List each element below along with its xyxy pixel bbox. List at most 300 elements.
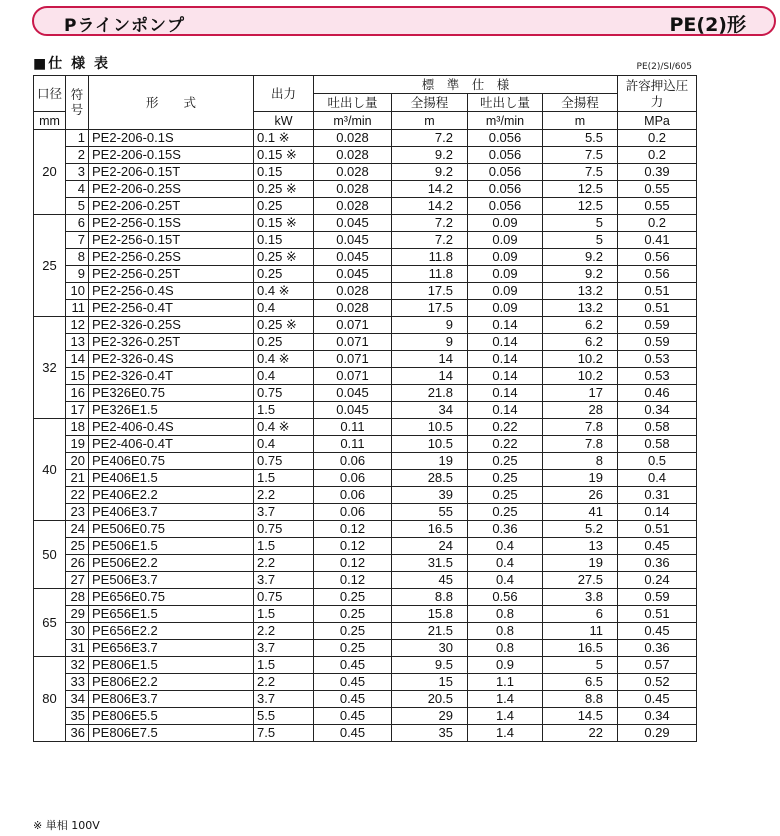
pressure-cell: 0.59: [618, 334, 697, 351]
head-cell-1: 39: [392, 487, 468, 504]
document-code: PE(2)/SI/605: [636, 62, 692, 72]
spec-table: [33, 75, 697, 742]
table-row: [34, 725, 697, 742]
discharge-cell-2: 0.8: [468, 606, 543, 623]
head-cell-2: 9.2: [543, 249, 618, 266]
model-cell: PE656E3.7: [89, 640, 254, 657]
head-cell-2: 17: [543, 385, 618, 402]
table-row: [34, 181, 697, 198]
discharge-cell-2: 0.9: [468, 657, 543, 674]
row-number: 25: [66, 538, 89, 555]
pressure-cell: 0.24: [618, 572, 697, 589]
model-cell: PE2-406-0.4T: [89, 436, 254, 453]
table-row: [34, 657, 697, 674]
head-cell-1: 10.5: [392, 419, 468, 436]
model-cell: PE2-256-0.4S: [89, 283, 254, 300]
table-row: [34, 147, 697, 164]
output-cell: 0.75: [254, 521, 314, 538]
model-cell: PE806E5.5: [89, 708, 254, 725]
table-row: [34, 232, 697, 249]
row-number: 10: [66, 283, 89, 300]
model-cell: PE806E1.5: [89, 657, 254, 674]
row-number: 18: [66, 419, 89, 436]
pressure-cell: 0.4: [618, 470, 697, 487]
head-cell-2: 3.8: [543, 589, 618, 606]
head-cell-1: 14: [392, 351, 468, 368]
head-cell-2: 12.5: [543, 198, 618, 215]
discharge-cell-1: 0.045: [314, 249, 392, 266]
output-cell: 7.5: [254, 725, 314, 742]
row-number: 3: [66, 164, 89, 181]
head-cell-1: 45: [392, 572, 468, 589]
head-cell-2: 10.2: [543, 368, 618, 385]
spec-table-body: [34, 130, 697, 742]
output-cell: 0.25 ※: [254, 181, 314, 198]
head-cell-2: 7.5: [543, 164, 618, 181]
output-cell: 2.2: [254, 555, 314, 572]
output-cell: 2.2: [254, 487, 314, 504]
unit-bore: mm: [34, 112, 66, 130]
head-cell-2: 10.2: [543, 351, 618, 368]
row-number: 27: [66, 572, 89, 589]
table-row: [34, 589, 697, 606]
model-cell: PE2-256-0.15T: [89, 232, 254, 249]
model-cell: PE2-256-0.4T: [89, 300, 254, 317]
output-cell: 1.5: [254, 606, 314, 623]
head-cell-1: 21.5: [392, 623, 468, 640]
pressure-cell: 0.58: [618, 436, 697, 453]
discharge-cell-1: 0.12: [314, 538, 392, 555]
header-bore: 口径: [34, 76, 66, 112]
header-discharge-2: 吐出し量: [468, 94, 543, 112]
discharge-cell-1: 0.06: [314, 453, 392, 470]
head-cell-2: 19: [543, 555, 618, 572]
head-cell-1: 9.2: [392, 164, 468, 181]
head-cell-2: 13.2: [543, 300, 618, 317]
discharge-cell-1: 0.25: [314, 606, 392, 623]
pressure-cell: 0.55: [618, 181, 697, 198]
discharge-cell-1: 0.12: [314, 521, 392, 538]
discharge-cell-2: 0.14: [468, 385, 543, 402]
discharge-cell-1: 0.028: [314, 147, 392, 164]
head-cell-2: 6: [543, 606, 618, 623]
output-cell: 3.7: [254, 691, 314, 708]
pressure-cell: 0.56: [618, 249, 697, 266]
row-number: 15: [66, 368, 89, 385]
footnote: ※ 単相 100V: [33, 819, 100, 832]
pressure-cell: 0.2: [618, 215, 697, 232]
pressure-cell: 0.59: [618, 317, 697, 334]
header-symbol: 符号: [66, 76, 89, 130]
discharge-cell-1: 0.045: [314, 215, 392, 232]
row-number: 9: [66, 266, 89, 283]
output-cell: 1.5: [254, 470, 314, 487]
row-number: 17: [66, 402, 89, 419]
discharge-cell-2: 1.4: [468, 725, 543, 742]
pressure-cell: 0.14: [618, 504, 697, 521]
head-cell-1: 21.8: [392, 385, 468, 402]
head-cell-1: 24: [392, 538, 468, 555]
pressure-cell: 0.51: [618, 606, 697, 623]
row-number: 28: [66, 589, 89, 606]
output-cell: 0.4 ※: [254, 419, 314, 436]
unit-pressure: MPa: [618, 112, 697, 130]
table-row: [34, 198, 697, 215]
row-number: 11: [66, 300, 89, 317]
model-cell: PE2-326-0.25S: [89, 317, 254, 334]
bore-cell: 80: [34, 657, 66, 742]
head-cell-2: 6.2: [543, 334, 618, 351]
output-cell: 0.25: [254, 334, 314, 351]
discharge-cell-2: 0.22: [468, 436, 543, 453]
discharge-cell-2: 0.09: [468, 300, 543, 317]
row-number: 4: [66, 181, 89, 198]
model-cell: PE2-406-0.4S: [89, 419, 254, 436]
head-cell-1: 11.8: [392, 266, 468, 283]
discharge-cell-1: 0.45: [314, 691, 392, 708]
model-cell: PE406E3.7: [89, 504, 254, 521]
head-cell-2: 27.5: [543, 572, 618, 589]
table-row: [34, 504, 697, 521]
bore-cell: 40: [34, 419, 66, 521]
row-number: 21: [66, 470, 89, 487]
discharge-cell-2: 0.8: [468, 623, 543, 640]
discharge-cell-1: 0.045: [314, 232, 392, 249]
model-cell: PE2-326-0.4T: [89, 368, 254, 385]
output-cell: 0.15 ※: [254, 147, 314, 164]
output-cell: 0.25 ※: [254, 317, 314, 334]
row-number: 16: [66, 385, 89, 402]
row-number: 6: [66, 215, 89, 232]
head-cell-1: 9: [392, 317, 468, 334]
output-cell: 0.25 ※: [254, 249, 314, 266]
discharge-cell-1: 0.11: [314, 436, 392, 453]
output-cell: 0.15: [254, 164, 314, 181]
head-cell-2: 11: [543, 623, 618, 640]
discharge-cell-1: 0.071: [314, 351, 392, 368]
table-row: [34, 606, 697, 623]
row-number: 12: [66, 317, 89, 334]
head-cell-2: 5.2: [543, 521, 618, 538]
pressure-cell: 0.53: [618, 368, 697, 385]
table-row: [34, 470, 697, 487]
discharge-cell-1: 0.028: [314, 198, 392, 215]
pressure-cell: 0.31: [618, 487, 697, 504]
table-row: [34, 300, 697, 317]
head-cell-1: 31.5: [392, 555, 468, 572]
output-cell: 2.2: [254, 623, 314, 640]
row-number: 20: [66, 453, 89, 470]
discharge-cell-2: 1.1: [468, 674, 543, 691]
model-cell: PE2-206-0.25T: [89, 198, 254, 215]
head-cell-1: 55: [392, 504, 468, 521]
head-cell-2: 28: [543, 402, 618, 419]
discharge-cell-2: 0.14: [468, 317, 543, 334]
head-cell-1: 16.5: [392, 521, 468, 538]
pressure-cell: 0.2: [618, 130, 697, 147]
head-cell-2: 5: [543, 232, 618, 249]
discharge-cell-2: 0.25: [468, 487, 543, 504]
section-title: ■仕 様 表: [33, 56, 110, 72]
discharge-cell-1: 0.028: [314, 283, 392, 300]
product-title: Pラインポンプ: [64, 16, 185, 36]
table-row: [34, 555, 697, 572]
head-cell-1: 35: [392, 725, 468, 742]
table-row: [34, 130, 697, 147]
pressure-cell: 0.41: [618, 232, 697, 249]
pressure-cell: 0.51: [618, 521, 697, 538]
head-cell-1: 28.5: [392, 470, 468, 487]
head-cell-1: 34: [392, 402, 468, 419]
discharge-cell-1: 0.25: [314, 589, 392, 606]
discharge-cell-2: 0.09: [468, 266, 543, 283]
pressure-cell: 0.52: [618, 674, 697, 691]
head-cell-1: 17.5: [392, 300, 468, 317]
head-cell-1: 14.2: [392, 198, 468, 215]
unit-flow-2: m³/min: [468, 112, 543, 130]
discharge-cell-2: 0.056: [468, 198, 543, 215]
head-cell-2: 6.5: [543, 674, 618, 691]
output-cell: 3.7: [254, 572, 314, 589]
head-cell-1: 7.2: [392, 232, 468, 249]
output-cell: 0.75: [254, 453, 314, 470]
head-cell-2: 8: [543, 453, 618, 470]
bore-cell: 20: [34, 130, 66, 215]
model-cell: PE326E0.75: [89, 385, 254, 402]
discharge-cell-1: 0.045: [314, 385, 392, 402]
row-number: 34: [66, 691, 89, 708]
discharge-cell-2: 0.56: [468, 589, 543, 606]
head-cell-2: 16.5: [543, 640, 618, 657]
model-cell: PE2-326-0.4S: [89, 351, 254, 368]
output-cell: 0.1 ※: [254, 130, 314, 147]
header-discharge-1: 吐出し量: [314, 94, 392, 112]
head-cell-1: 10.5: [392, 436, 468, 453]
discharge-cell-1: 0.028: [314, 181, 392, 198]
model-cell: PE806E3.7: [89, 691, 254, 708]
pressure-cell: 0.56: [618, 266, 697, 283]
pressure-cell: 0.57: [618, 657, 697, 674]
output-cell: 1.5: [254, 657, 314, 674]
discharge-cell-2: 0.09: [468, 249, 543, 266]
discharge-cell-1: 0.12: [314, 572, 392, 589]
model-cell: PE2-206-0.25S: [89, 181, 254, 198]
table-row: [34, 351, 697, 368]
row-number: 26: [66, 555, 89, 572]
model-cell: PE2-206-0.15T: [89, 164, 254, 181]
pressure-cell: 0.2: [618, 147, 697, 164]
model-cell: PE2-256-0.15S: [89, 215, 254, 232]
table-row: [34, 317, 697, 334]
table-row: [34, 623, 697, 640]
row-number: 36: [66, 725, 89, 742]
pressure-cell: 0.45: [618, 538, 697, 555]
discharge-cell-2: 1.4: [468, 691, 543, 708]
row-number: 13: [66, 334, 89, 351]
head-cell-2: 26: [543, 487, 618, 504]
discharge-cell-1: 0.028: [314, 300, 392, 317]
discharge-cell-1: 0.45: [314, 725, 392, 742]
discharge-cell-2: 0.25: [468, 453, 543, 470]
row-number: 23: [66, 504, 89, 521]
table-row: [34, 521, 697, 538]
row-number: 35: [66, 708, 89, 725]
pressure-cell: 0.36: [618, 640, 697, 657]
head-cell-1: 30: [392, 640, 468, 657]
model-cell: PE2-256-0.25S: [89, 249, 254, 266]
output-cell: 0.4 ※: [254, 283, 314, 300]
model-cell: PE656E2.2: [89, 623, 254, 640]
head-cell-1: 7.2: [392, 130, 468, 147]
output-cell: 3.7: [254, 504, 314, 521]
head-cell-2: 41: [543, 504, 618, 521]
table-row: [34, 249, 697, 266]
head-cell-1: 17.5: [392, 283, 468, 300]
pressure-cell: 0.45: [618, 691, 697, 708]
discharge-cell-2: 0.4: [468, 538, 543, 555]
output-cell: 1.5: [254, 538, 314, 555]
discharge-cell-2: 0.056: [468, 181, 543, 198]
discharge-cell-2: 0.09: [468, 232, 543, 249]
header-standard-spec: 標 準 仕 様: [314, 76, 618, 94]
head-cell-2: 7.5: [543, 147, 618, 164]
table-row: [34, 572, 697, 589]
pressure-cell: 0.58: [618, 419, 697, 436]
discharge-cell-2: 0.4: [468, 572, 543, 589]
head-cell-1: 20.5: [392, 691, 468, 708]
discharge-cell-1: 0.06: [314, 470, 392, 487]
table-row: [34, 538, 697, 555]
table-row: [34, 164, 697, 181]
head-cell-2: 14.5: [543, 708, 618, 725]
head-cell-1: 14: [392, 368, 468, 385]
table-row: [34, 385, 697, 402]
discharge-cell-2: 0.056: [468, 130, 543, 147]
pressure-cell: 0.29: [618, 725, 697, 742]
row-number: 7: [66, 232, 89, 249]
table-row: [34, 419, 697, 436]
head-cell-2: 13: [543, 538, 618, 555]
table-row: [34, 283, 697, 300]
head-cell-1: 14.2: [392, 181, 468, 198]
table-row: [34, 266, 697, 283]
model-cell: PE806E2.2: [89, 674, 254, 691]
head-cell-2: 8.8: [543, 691, 618, 708]
output-cell: 0.4: [254, 300, 314, 317]
output-cell: 2.2: [254, 674, 314, 691]
discharge-cell-1: 0.25: [314, 623, 392, 640]
model-cell: PE506E1.5: [89, 538, 254, 555]
discharge-cell-2: 0.09: [468, 215, 543, 232]
discharge-cell-1: 0.11: [314, 419, 392, 436]
discharge-cell-2: 0.8: [468, 640, 543, 657]
discharge-cell-2: 0.056: [468, 164, 543, 181]
model-cell: PE406E2.2: [89, 487, 254, 504]
discharge-cell-2: 0.4: [468, 555, 543, 572]
head-cell-1: 9.5: [392, 657, 468, 674]
row-number: 19: [66, 436, 89, 453]
pressure-cell: 0.45: [618, 623, 697, 640]
discharge-cell-1: 0.45: [314, 657, 392, 674]
table-row: [34, 334, 697, 351]
row-number: 8: [66, 249, 89, 266]
table-row: [34, 215, 697, 232]
header-head-1: 全揚程: [392, 94, 468, 112]
row-number: 32: [66, 657, 89, 674]
head-cell-2: 5.5: [543, 130, 618, 147]
discharge-cell-2: 0.14: [468, 402, 543, 419]
row-number: 22: [66, 487, 89, 504]
discharge-cell-1: 0.028: [314, 130, 392, 147]
output-cell: 0.15 ※: [254, 215, 314, 232]
head-cell-2: 5: [543, 215, 618, 232]
unit-head-1: m: [392, 112, 468, 130]
model-cell: PE406E1.5: [89, 470, 254, 487]
pressure-cell: 0.51: [618, 300, 697, 317]
output-cell: 0.4: [254, 436, 314, 453]
head-cell-1: 9.2: [392, 147, 468, 164]
table-row: [34, 368, 697, 385]
row-number: 29: [66, 606, 89, 623]
head-cell-1: 19: [392, 453, 468, 470]
discharge-cell-1: 0.045: [314, 266, 392, 283]
discharge-cell-2: 0.09: [468, 283, 543, 300]
model-cell: PE2-206-0.15S: [89, 147, 254, 164]
bore-cell: 65: [34, 589, 66, 657]
pressure-cell: 0.36: [618, 555, 697, 572]
pressure-cell: 0.5: [618, 453, 697, 470]
head-cell-1: 11.8: [392, 249, 468, 266]
discharge-cell-2: 0.22: [468, 419, 543, 436]
head-cell-2: 13.2: [543, 283, 618, 300]
row-number: 31: [66, 640, 89, 657]
discharge-cell-1: 0.25: [314, 640, 392, 657]
pressure-cell: 0.34: [618, 708, 697, 725]
head-cell-1: 15: [392, 674, 468, 691]
discharge-cell-1: 0.12: [314, 555, 392, 572]
head-cell-2: 12.5: [543, 181, 618, 198]
model-cell: PE506E2.2: [89, 555, 254, 572]
head-cell-2: 22: [543, 725, 618, 742]
output-cell: 0.75: [254, 385, 314, 402]
discharge-cell-2: 0.14: [468, 334, 543, 351]
discharge-cell-2: 0.056: [468, 147, 543, 164]
pressure-cell: 0.59: [618, 589, 697, 606]
head-cell-2: 7.8: [543, 419, 618, 436]
head-cell-1: 8.8: [392, 589, 468, 606]
model-cell: PE806E7.5: [89, 725, 254, 742]
model-series: PE(2)形: [669, 14, 746, 36]
row-number: 24: [66, 521, 89, 538]
discharge-cell-2: 1.4: [468, 708, 543, 725]
table-row: [34, 674, 697, 691]
table-row: [34, 640, 697, 657]
output-cell: 0.15: [254, 232, 314, 249]
discharge-cell-1: 0.45: [314, 708, 392, 725]
header-output: 出力: [254, 76, 314, 112]
model-cell: PE506E0.75: [89, 521, 254, 538]
bore-cell: 50: [34, 521, 66, 589]
row-number: 1: [66, 130, 89, 147]
discharge-cell-2: 0.14: [468, 368, 543, 385]
discharge-cell-1: 0.071: [314, 368, 392, 385]
output-cell: 0.4: [254, 368, 314, 385]
discharge-cell-1: 0.06: [314, 504, 392, 521]
table-row: [34, 402, 697, 419]
output-cell: 5.5: [254, 708, 314, 725]
model-cell: PE406E0.75: [89, 453, 254, 470]
output-cell: 0.25: [254, 198, 314, 215]
